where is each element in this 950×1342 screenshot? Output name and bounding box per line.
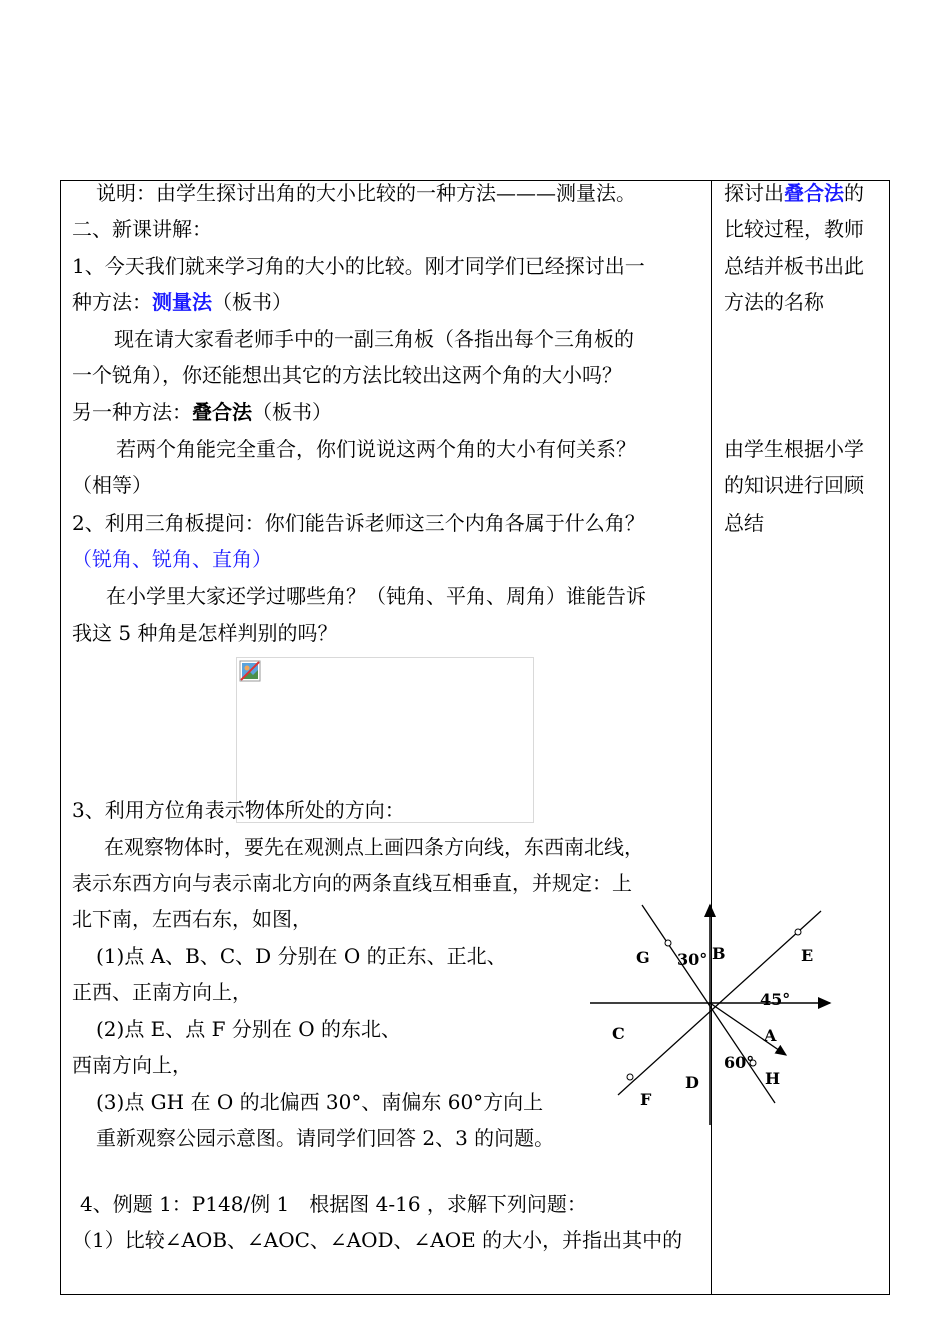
label-angle-60: 60°: [724, 1053, 755, 1072]
text-line: 在观察物体时，要先在观测点上画四条方向线，东西南北线，: [104, 835, 644, 859]
label-c: C: [612, 1024, 625, 1043]
text-line: (3)点 GH 在 O 的北偏西 30°、南偏东 60°方向上: [96, 1090, 544, 1114]
text-fragment: 另一种方法：: [72, 400, 192, 424]
point-e-marker: [795, 929, 801, 935]
text-line: 1、今天我们就来学习角的大小的比较。刚才同学们已经探讨出一: [72, 254, 645, 278]
text-line: (2)点 E、点 F 分别在 O 的东北、: [96, 1017, 401, 1041]
text-fragment: 探讨出: [724, 181, 784, 205]
point-f-marker: [627, 1074, 633, 1080]
text-line: 西南方向上，: [72, 1053, 192, 1077]
text-line: 在小学里大家还学过哪些角？（钝角、平角、周角）谁能告诉: [106, 584, 646, 608]
side-note-line: 比较过程，教师: [724, 217, 864, 241]
text-line: 表示东西方向与表示南北方向的两条直线互相垂直，并规定：上: [72, 871, 632, 895]
side-note-line: 总结并板书出此: [724, 254, 864, 278]
point-g-marker: [665, 940, 671, 946]
term-overlap-method: 叠合法: [192, 400, 252, 424]
column-divider: [711, 180, 712, 1295]
text-line: 北下南，左西右东，如图，: [72, 907, 312, 931]
label-g: G: [636, 948, 650, 967]
example-heading: 4、例题 1：P148/例 1 根据图 4-16 ，求解下列问题：: [80, 1192, 587, 1216]
side-note-line: 总结: [724, 511, 764, 535]
text-line: （相等）: [72, 473, 152, 497]
label-f: F: [640, 1090, 652, 1109]
label-angle-45: 45°: [760, 990, 791, 1009]
side-note-line: [724, 181, 864, 205]
answer-line: （锐角、锐角、直角）: [72, 547, 272, 571]
line-g-h: [642, 905, 775, 1103]
broken-image-icon: [239, 660, 261, 682]
label-d: D: [685, 1073, 699, 1092]
term-overlap-method-side: 叠合法: [784, 181, 844, 205]
text-line: [72, 290, 292, 314]
label-h: H: [765, 1069, 781, 1088]
side-note-line: 方法的名称: [724, 290, 824, 314]
label-a: A: [764, 1026, 777, 1045]
text-line: 我这 5 种角是怎样判别的吗？: [72, 621, 338, 645]
text-line: 一个锐角），你还能想出其它的方法比较出这两个角的大小吗？: [72, 363, 622, 387]
text-fragment: 的: [844, 181, 864, 205]
text-fragment: 种方法：: [72, 290, 152, 314]
text-line: 2、利用三角板提问：你们能告诉老师这三个内角各属于什么角？: [72, 511, 645, 535]
text-line: 若两个角能完全重合，你们说说这两个角的大小有何关系？: [116, 437, 636, 461]
text-line: 3、利用方位角表示物体所处的方向：: [72, 798, 405, 822]
label-e: E: [801, 946, 814, 965]
text-line: 现在请大家看老师手中的一副三角板（各指出每个三角板的: [114, 327, 634, 351]
section-heading: 二、新课讲解：: [72, 217, 212, 241]
side-note-line: 的知识进行回顾: [724, 473, 864, 497]
text-line: （1）比较∠AOB、∠AOC、∠AOD、∠AOE 的大小，并指出其中的: [72, 1228, 683, 1252]
text-line: 正西、正南方向上，: [72, 980, 252, 1004]
term-measure-method: 测量法: [152, 290, 212, 314]
side-note-line: 由学生根据小学: [724, 437, 864, 461]
direction-diagram: [580, 895, 840, 1125]
text-line: [72, 400, 332, 424]
text-line: (1)点 A、B、C、D 分别在 O 的正东、正北、: [96, 944, 507, 968]
label-b: B: [712, 944, 726, 963]
note-line: 说明：由学生探讨出角的大小比较的一种方法———测量法。: [96, 181, 636, 205]
text-line: 重新观察公园示意图。请同学们回答 2、3 的问题。: [96, 1126, 555, 1150]
text-fragment: （板书）: [252, 400, 332, 424]
label-angle-30: 30°: [677, 950, 708, 969]
text-fragment: （板书）: [212, 290, 292, 314]
